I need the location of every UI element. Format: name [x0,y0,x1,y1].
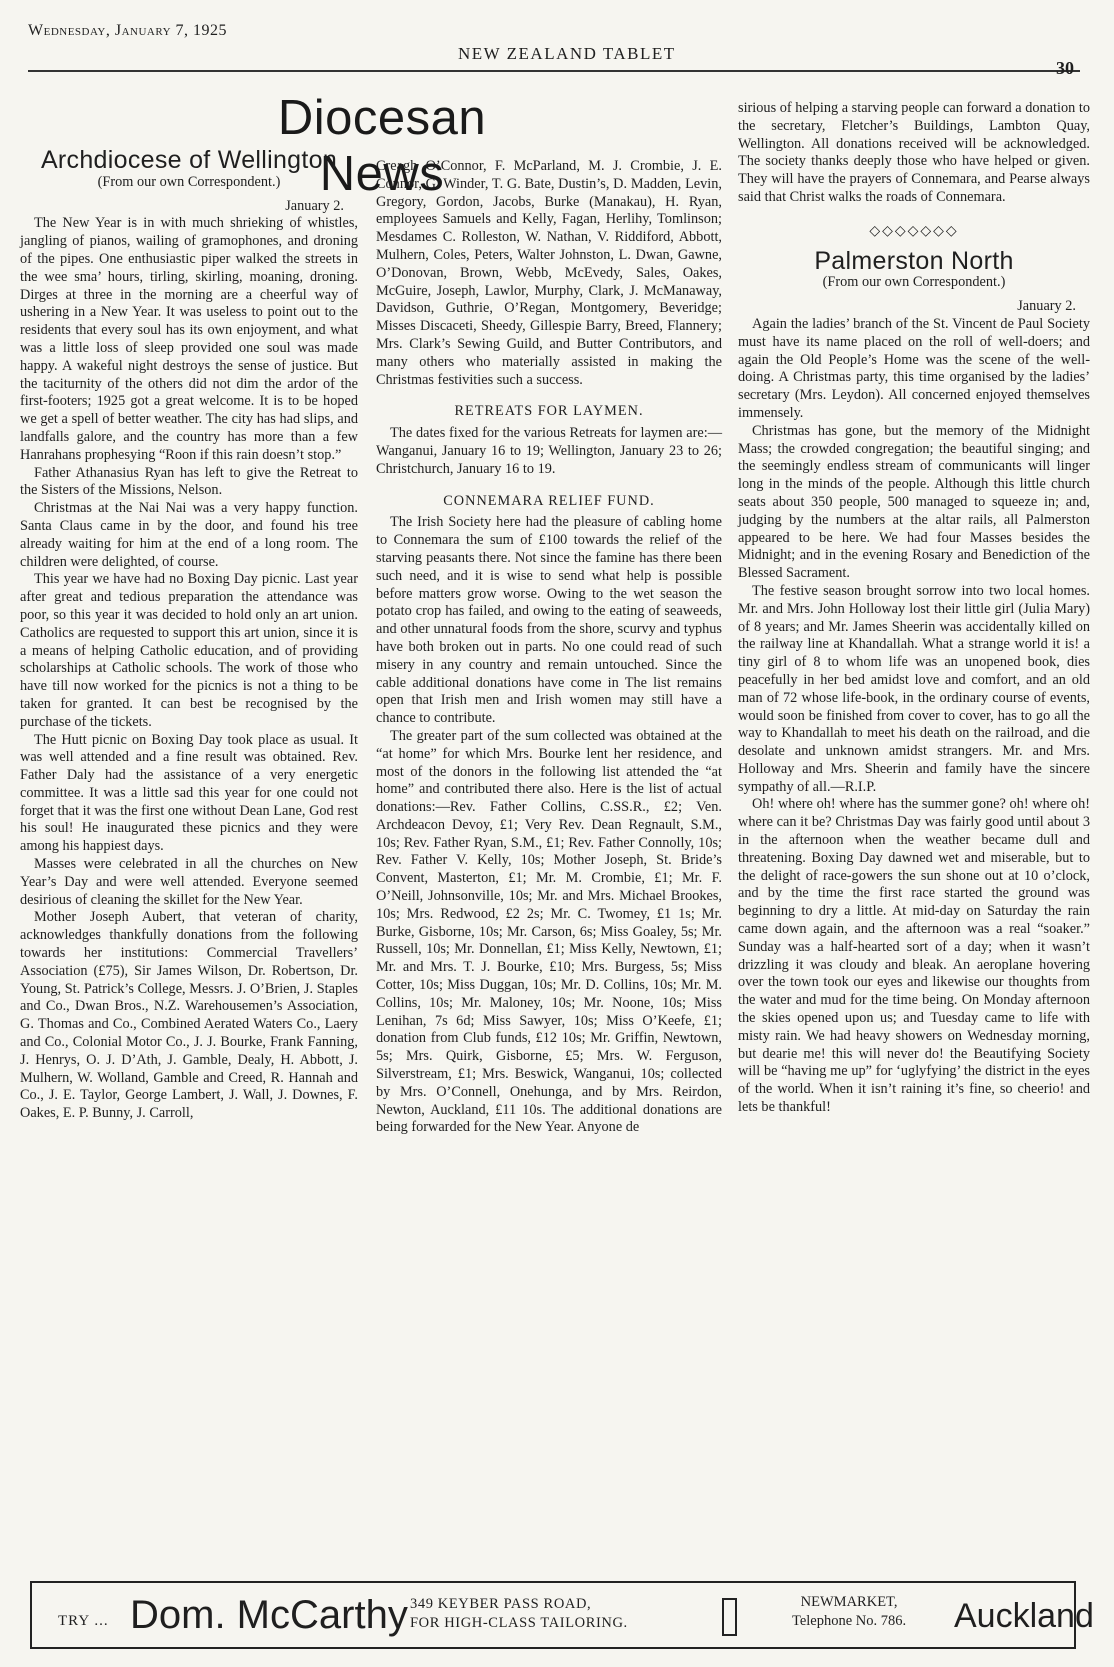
article-paragraph-connemara-start: The greater part of the sum collected was obtained at the “at home” for which Mrs. Bourke lent her residence, and most of the donors in the following list attended the “at home” and contributed there also. Here is the list of actual donations:—Rev. Father Collins, C.SS.R., £2; Ven. Archdeacon Devoy, £1; Very Rev. Dean Regnault, S.M., 10s; Rev. Father Ryan, S.M., £1; Rev. Father Connolly, 10s; Rev. Father V. Kelly, 10s; Mother Joseph, St. Bride’s Convent, Masterton, £1; Mr. M. Crombie, £1; Mr. F. O’Neill, Johnsonville, 10s; Mr. and Mrs. Michael Brookes, 10s; Mrs. Redwood, £2 2s; Mr. C. Twomey, £1 1s; Mr. Burke, Gisborne, 10s; Mr. Carson, 6s; Miss Goaley, 5s; Mr. Russell, 10s; Mr. Donnellan, £1; Miss Kelly, Newtown, £1; Mr. and Mrs. T. J. Bourke, £10; Mrs. Burgess, 5s; Miss Cotter, 10s; Miss Duggan, 10s; Mr. D. Collins, 10s; Mr. M. Collins, 10s; Mr. Maloney, 10s; Mr. Noone, 10s; Miss Lenihan, 7s 6d; Miss Sawyer, 10s; Miss O’Keefe, £1; donation from Club funds, £12 10s; Mr. Griffin, Newtown, 5s; Mrs. Quirk, Gisborne, £5; Mrs. W. Ferguson, Silverstream, £1; Mrs. Beswick, Wanganui, 10s; collected by Mrs. O’Connell, Onehunga, and by Mrs. Reirdon, Newton, Auckland, £11 10s. The additional donations are being forwarded for the New Year. Anyone de [376,727,722,1136]
ad-name: Dom. McCarthy [130,1593,408,1637]
article-paragraph-donors-end: Creagh O’Connor, F. McParland, M. J. Crombie, J. E. Connor, G. Winder, T. G. Bate, Dustin’s, D. Madden, Levin, Gregory, Gordon, Jacobs, Burke (Manakau), H. Ryan, employees Samuels and Kelly, Fagan, Herlihy, Tomlinson; Mesdames C. Rolleston, W. Nathan, V. Riddiford, Abbott, Mulhern, Coles, Peters, Walter Johnston, L. Dwan, Gawne, O’Donovan, Brown, Webb, McEvedy, Sales, Oakes, McGuire, Joseph, Lawlor, Murphy, Clark, J. McManaway, Davidson, Guthrie, O’Regan, Montgomery, Beveridge; Misses Discaceti, Sheedy, Gillespie Barry, Breed, Flannery; Mrs. Clark’s Sewing Guild, and Butter Contributors, and many others who materially assisted in making the Christmas festivities such a success. [376,158,722,388]
column-2 [376,158,722,1137]
retreats-text: The dates fixed for the various Retreats for laymen are:—Wanganui, January 16 to 19; Wellington, January 23 to 26; Christchurch, January 16 to 19. [376,425,722,477]
page-header [28,18,1080,78]
article-paragraph: The Hutt picnic on Boxing Day took place as usual. It was well attended and a fine result was obtained. Rev. Father Daly had the assistance of a very energetic committee. It was a little sad this year for one could not forget that it was the first one without Dean Lane, God rest his soul! He inaugurated these picnics and they were among his happiest days. [20,731,358,855]
article-paragraph-connemara-end: sirious of helping a starving people can forward a donation to the secretary, Fletcher’s Buildings, Lambton Quay, Wellington. All donations received will be acknowledged. The society thanks deeply those who have helped or given. They will have the prayers of Connemara, and Pearse always said that Christ walks the roads of Connemara. [738,100,1090,205]
article-paragraph: The New Year is in with much shrieking of whistles, jangling of pianos, wailing of gramophones, and droning of the pipes. One enthusiastic piper walked the streets in the wee sma’ hours, tirling, skirling, moaning, droning. Dirges at three in the morning are a cheerful way of ushering in a New Year. It was useless to point out to the residents that every soul has its own enjoyment, and what was a little loss of sleep provided one soul was made happy. A wakeful night destroys the sense of justice. But the taciturnity of the others did not dim the ardor of the first-footers; 1925 got a great welcome. It is to be hoped we get a spell of better weather. The city has had slips, and landfalls galore, and the country has more than a few Hanrahans prophesying “Roon if this rain doesn’t stop.” [20,215,358,463]
section-divider-ornament: ◇◇◇◇◇◇◇ [869,223,959,239]
article-paragraph: Masses were celebrated in all the churches on New Year’s Day and were well attended. Everyone seemed desirious of cleaning the skillet for the New Year. [20,856,358,908]
wellington-correspondent: (From our own Correspondent.) [97,173,281,190]
connemara-heading: CONNEMARA RELIEF FUND. [443,492,655,509]
ad-tagline: FOR HIGH-CLASS TAILORING. [410,1615,628,1631]
article-paragraph: Oh! where oh! where has the summer gone? oh! where oh! where can it be? Christmas Day was fairly good until about 3 in the afternoon when the weather became dull and threatening. Boxing Day dawned wet and miserable, but to the delight of race-gowers the sun shone out at 10 o’clock, and by the time the first race started the ground was beginning to dry a little. At mid-day on Saturday the rain came down again, and the afternoon was a real “soaker.” Sunday was a half-hearted sort of a day; when it wasn’t drizzling it was cloudy and bleak. An aeroplane hovering over the town took our eyes and likewise our thoughts from the water and mud for the time being. On Monday afternoon the skies opened upon us; and Tuesday came to life with misty rain. We had heavy showers on Wednesday morning, but dearie me! this will never do! the Beautifying Society will be “having me up” for ‘uglyfying’ the district in the eyes of the world. When it isn’t raining it’s fine, so cheerio! and lets be thankful! [738,796,1090,1116]
palmerston-title: Palmerston North [814,246,1014,275]
wellington-date: January 2. [285,197,344,214]
page-number: 30 [1056,58,1074,78]
article-paragraph-donors-start: Mother Joseph Aubert, that veteran of charity, acknowledges thankfully donations from the following towards her institutions: Commercial Travellers’ Association (£75), Sir James Wilson, Dr. Robertson, Dr. Young, St. Patrick’s College, Messrs. J. O’Brien, J. Staples and Co., Dwan Bros., N.Z. Warehousemen’s Association, G. Thomas and Co., Combined Aerated Waters Co., Laery and Co., Colonial Motor Co., J. J. Bourke, Frank Fanning, J. Henrys, O. J. D’Ath, J. Gamble, Dealy, H. Abbott, J. Mulhern, W. Wolland, Gamble and Creed, R. Hannah and Co., J. E. Taylor, George Lambert, J. Wall, J. Downes, F. Oakes, E. P. Bunny, J. Carroll, [20,909,358,1122]
article-paragraph: This year we have had no Boxing Day picnic. Last year after great and tedious preparation the attendance was poor, so this year it was decided to hold only an art union. Catholics are requested to support this art union, since it is a means of helping Catholic education, and of providing scholarships at Catholic schools. The work of those who have till now worked for the picnics is not a thing to be taken for granted. It can best be recognised by the purchase of the tickets. [20,571,358,730]
palmerston-correspondent: (From our own Correspondent.) [822,274,1006,291]
ad-frame-mark [722,1598,737,1636]
ad-city: Auckland [954,1597,1094,1635]
article-paragraph: Father Athanasius Ryan has left to give the Retreat to the Sisters of the Missions, Nelson. [20,464,358,499]
tailor-advertisement [30,1581,1094,1649]
ad-address: 349 KEYBER PASS ROAD, [410,1596,592,1612]
article-paragraph: Christmas has gone, but the memory of the Midnight Mass; the crowded congregation; the beautiful singing; and the seemingly endless stream of communicants will linger long in the minds of the people. Although this little church seats about 350 people, 500 managed to squeeze in; and, judging by the numbers at the altar rails, all Palmerston appeared to be here. We had four Masses besides the Midnight; and in the evening Rosary and Benediction of the Blessed Sacrament. [738,422,1090,582]
ad-telephone: Telephone No. 786. [792,1613,907,1629]
article-paragraph: Again the ladies’ branch of the St. Vincent de Paul Society must have its name placed on the roll of well-doers; and again the Old People’s Home was the scene of the well-doing. A Christmas party, this time organised by the ladies’ secretary (Mrs. Leydon). All concerned enjoyed themselves immensely. [738,315,1090,421]
ad-suburb: NEWMARKET, [800,1594,898,1610]
article-paragraph: The festive season brought sorrow into two local homes. Mr. and Mrs. John Holloway lost their little girl (Julia Mary) of 8 years; and Mr. James Sheerin was accidentally killed on the railway line at Khandallah. What a strange world it is! a tiny girl of 8 to whom life was an unopened book, dies peacefully in her bed amidst love and comfort, and an old man of 72 whose life-book, in the ordinary course of events, would soon be finished from cover to cover, has to go all the way to Khandallah to meet his death on the railroad, and die desolate and unknown amidst strangers. Mr. and Mrs. Holloway and Mrs. Sheerin and family have the sincere sympathy of all.—R.I.P. [738,582,1090,795]
issue-date: Wednesday, January 7, 1925 [28,22,228,39]
ad-address-block [410,1595,628,1633]
ad-try: TRY ... [58,1613,109,1629]
article-paragraph: Christmas at the Nai Nai was a very happy function. Santa Claus came in by the door, and found his tree already waiting for him at the end of a long room. The children were delighted, of course. [20,500,358,570]
main-title: Diocesan News [277,91,487,201]
column-1 [20,148,358,1123]
retreats-heading: RETREATS FOR LAYMEN. [454,403,644,420]
ad-town-block [792,1593,906,1631]
palmerston-date: January 2. [1017,298,1076,315]
article-paragraph: The Irish Society here had the pleasure of cabling home to Connemara the sum of £100 towards the relief of the starving peasants there. Not since the famine has there been such need, and it is wise to send what help is possible before matters grow worse. Owing to the wet season the potato crop has failed, and owing to the eating of seaweeds, and other unnatural foods from the shore, scurvy and typhus have both broken out in parts. No one could read of such misery in any country and remain untouched. Since the cable additional donations have come in The list remains open that Irish men and Irish women may still have a chance to contribute. [376,514,722,727]
publication-title: NEW ZEALAND TABLET [458,44,676,63]
wellington-title: Archdiocese of Wellington [40,146,338,174]
column-3 [738,100,1090,1117]
